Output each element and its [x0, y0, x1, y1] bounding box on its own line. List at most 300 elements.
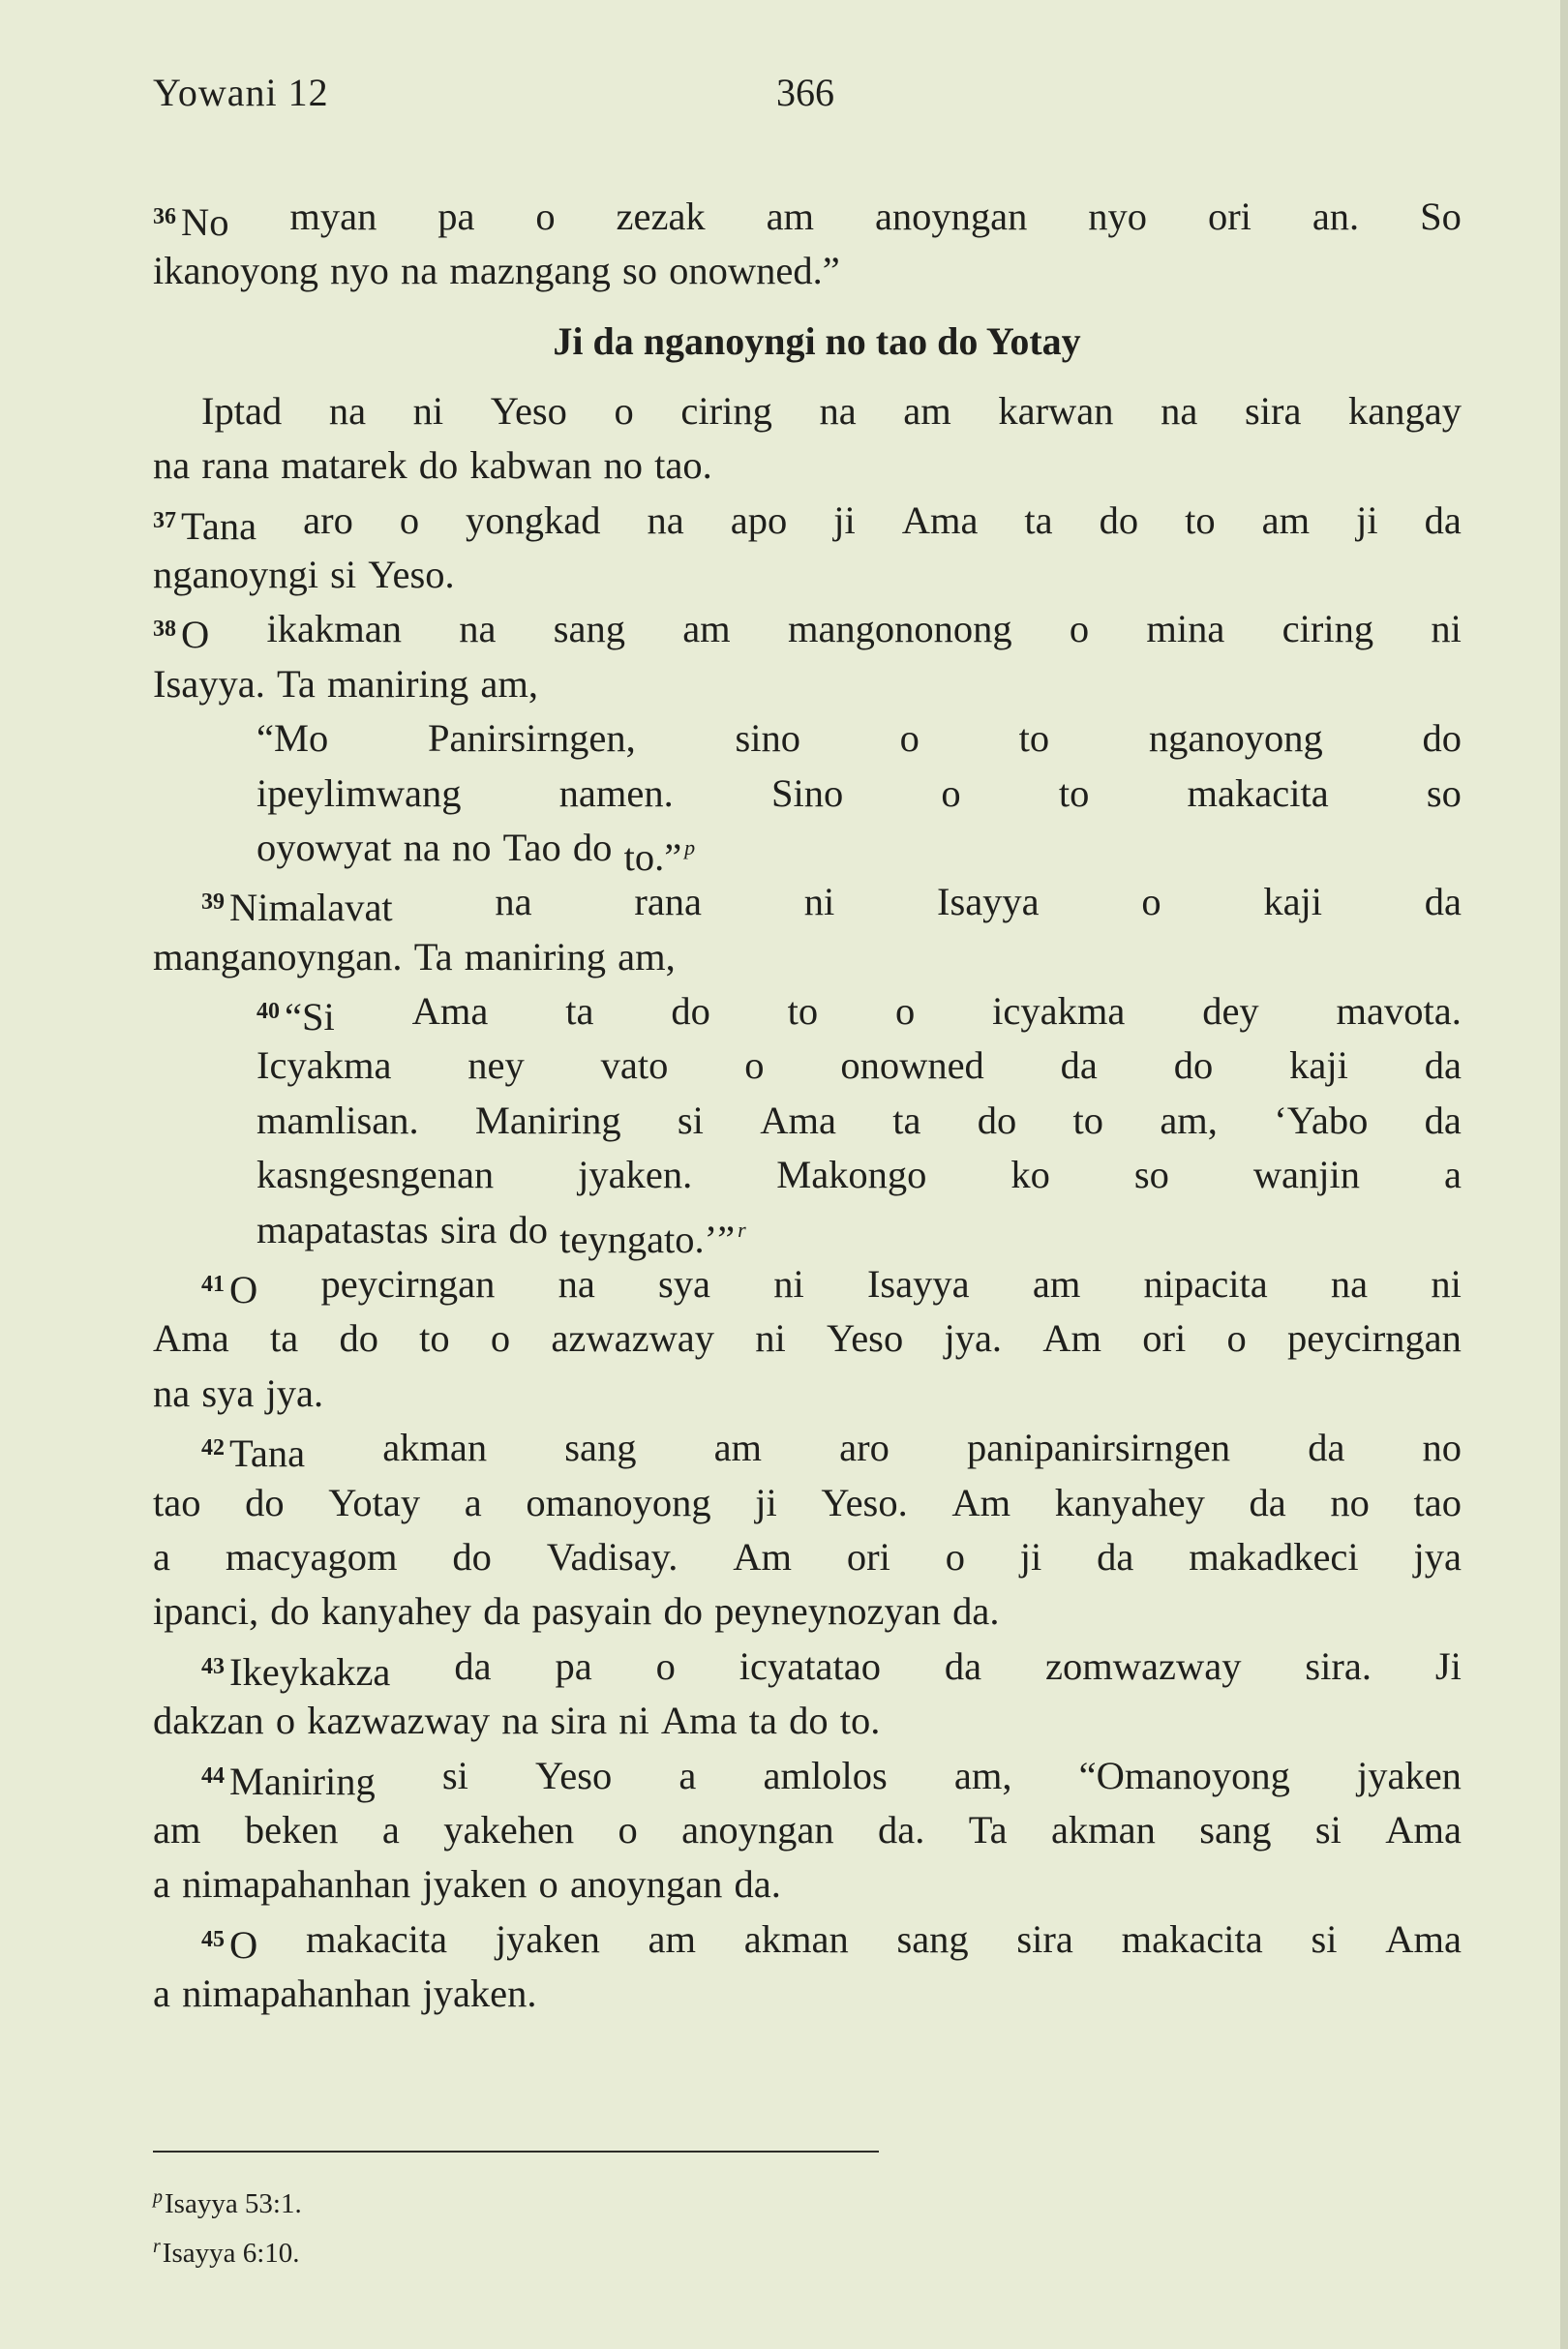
- word: da.: [734, 1862, 781, 1907]
- word: na: [153, 1370, 191, 1415]
- word: o: [899, 716, 920, 761]
- text-line: [153, 711, 1462, 766]
- word: mangononong: [787, 607, 1012, 651]
- word: amlolos: [763, 1753, 888, 1797]
- word: a: [153, 1534, 170, 1579]
- word: na: [501, 1699, 539, 1743]
- word: Ama: [760, 1098, 836, 1142]
- word: do: [572, 825, 613, 869]
- word: ikanoyong: [153, 249, 318, 293]
- word: a: [678, 1753, 697, 1797]
- word: do: [1099, 497, 1139, 542]
- word: ko: [1010, 1153, 1050, 1197]
- word: yakehen: [443, 1807, 575, 1852]
- word: peycirngan: [320, 1262, 496, 1307]
- text-line: [153, 657, 1462, 711]
- word: Yotay: [328, 1480, 421, 1524]
- word: da: [1424, 1098, 1462, 1142]
- verse-number: 37: [153, 507, 176, 533]
- footnote-mark: r: [153, 2236, 161, 2257]
- word: o: [538, 1862, 558, 1907]
- footnote-marker: p: [684, 834, 696, 859]
- text-line: [153, 244, 1462, 298]
- verse-number: 39: [201, 889, 225, 916]
- text-line: [153, 1530, 1462, 1584]
- word: Am: [733, 1534, 793, 1579]
- word: to: [787, 989, 819, 1034]
- word: am: [713, 1426, 763, 1470]
- text-line: [153, 767, 1462, 821]
- verse-number: 44: [201, 1762, 225, 1789]
- word: ipeylimwang: [256, 770, 462, 815]
- word: to: [1058, 770, 1090, 815]
- word: da: [1060, 1043, 1098, 1088]
- word: pa: [437, 195, 475, 238]
- verse-number: 38: [153, 617, 176, 643]
- word: sira: [1016, 1916, 1073, 1961]
- word: a: [153, 1972, 170, 2016]
- word: do: [671, 989, 710, 1034]
- word: nyo: [1088, 195, 1148, 238]
- text-line: [153, 1094, 1462, 1148]
- word: si: [330, 552, 357, 596]
- word: Ama: [1385, 1916, 1462, 1961]
- word: azwazway: [551, 1316, 715, 1361]
- footnote-rule: [153, 2151, 879, 2153]
- word: am,: [480, 661, 538, 706]
- word: icyatatao: [739, 1643, 881, 1688]
- word: jya.: [265, 1370, 324, 1415]
- word: sira: [550, 1699, 608, 1743]
- page-edge: [1560, 0, 1568, 2349]
- word: si: [1314, 1807, 1342, 1852]
- word: makacita: [305, 1916, 448, 1961]
- word: Ama: [153, 1316, 229, 1361]
- verse-number: 43: [201, 1653, 225, 1679]
- word: Maniring: [474, 1098, 621, 1142]
- word: a: [153, 1862, 170, 1907]
- text-line: [153, 1367, 1462, 1421]
- verse-number: 40: [256, 999, 280, 1025]
- word: Ta: [968, 1807, 1008, 1852]
- text-line: [153, 1421, 1462, 1475]
- footnote-text: Isayya 53:1.: [165, 2188, 302, 2219]
- text-line: [153, 1039, 1462, 1093]
- text-line: [153, 384, 1462, 438]
- word: dey: [1202, 989, 1259, 1034]
- text-line: [153, 1257, 1462, 1311]
- word: kazwazway: [307, 1699, 491, 1743]
- word: tao: [153, 1480, 201, 1524]
- word: na: [401, 249, 438, 293]
- word: no: [1330, 1480, 1370, 1524]
- word: am: [1032, 1262, 1081, 1307]
- word: akman: [743, 1916, 849, 1961]
- word: am: [766, 195, 815, 238]
- word: yongkad: [466, 497, 601, 542]
- word: aro: [839, 1426, 890, 1470]
- page-header: [153, 70, 1469, 128]
- word: nganoyong: [1148, 716, 1323, 761]
- word: Isayya: [936, 880, 1040, 924]
- word: akman: [382, 1426, 488, 1470]
- word: do: [1173, 1043, 1214, 1088]
- word: sang: [564, 1426, 637, 1470]
- word: no: [452, 825, 492, 869]
- word: a: [381, 1807, 400, 1852]
- word: ni: [1431, 607, 1462, 651]
- word: apo: [730, 497, 788, 542]
- word: o: [1226, 1316, 1247, 1361]
- word: to: [1018, 716, 1050, 761]
- word: am: [903, 388, 951, 433]
- word: do: [977, 1098, 1017, 1142]
- word: jyaken: [1356, 1753, 1462, 1797]
- word: do: [663, 1589, 703, 1634]
- word: peycirngan: [1286, 1316, 1462, 1361]
- word: Makongo: [776, 1153, 927, 1197]
- word: a: [464, 1480, 482, 1524]
- word: nimapahanhan: [182, 1862, 411, 1907]
- text-line: [153, 984, 1462, 1039]
- word: ji: [833, 497, 856, 542]
- text-line: [153, 1857, 1462, 1912]
- word: namen.: [558, 770, 674, 815]
- word: tao: [1413, 1480, 1462, 1524]
- word: ni: [773, 1262, 804, 1307]
- word: Tao: [502, 825, 561, 869]
- word: beken: [244, 1807, 339, 1852]
- word: sira: [439, 1207, 498, 1251]
- word: ta: [892, 1098, 921, 1142]
- word: ni: [1431, 1262, 1462, 1307]
- word: Vadisay.: [546, 1534, 678, 1579]
- word: Ta: [276, 661, 316, 706]
- word: si: [677, 1098, 704, 1142]
- word: $^{40}$ “Si: [256, 995, 335, 1039]
- word: Iptad: [201, 388, 283, 433]
- word: ciring: [1282, 607, 1374, 651]
- word: jyaken.: [578, 1153, 693, 1197]
- footnote-text: Isayya 6:10.: [162, 2238, 300, 2269]
- word: maniring: [464, 934, 606, 979]
- word: maniring: [327, 661, 469, 706]
- word: o: [275, 1699, 296, 1743]
- word: jyaken: [495, 1916, 600, 1961]
- word: o: [941, 770, 961, 815]
- word: “Omanoyong: [1078, 1753, 1290, 1797]
- word: Ama: [1385, 1807, 1462, 1852]
- word: kabwan: [469, 443, 592, 488]
- word: “Mo: [256, 716, 329, 761]
- word: mina: [1146, 607, 1225, 651]
- word: a: [1444, 1153, 1462, 1197]
- word: na: [459, 607, 497, 651]
- word: sang: [1199, 1807, 1272, 1852]
- word: ta: [748, 1699, 777, 1743]
- word: ni: [755, 1316, 786, 1361]
- word: do: [1422, 716, 1462, 761]
- text-line: [153, 821, 1462, 879]
- word: icyakma: [992, 989, 1126, 1034]
- word: mazngang: [449, 249, 611, 293]
- text-line: [153, 875, 1462, 929]
- word: Am: [951, 1480, 1011, 1524]
- footnote-marker: r: [738, 1217, 746, 1242]
- word: to: [1185, 497, 1216, 542]
- text-line: [153, 494, 1462, 548]
- word: am: [1261, 497, 1311, 542]
- word: ‘Yabo: [1274, 1098, 1369, 1142]
- word: da: [1424, 1043, 1462, 1088]
- running-title: Yowani 12: [153, 71, 329, 114]
- word: jyaken.: [422, 1972, 537, 2016]
- word: do: [339, 1316, 378, 1361]
- word: kasngesngenan: [256, 1153, 495, 1197]
- word: makacita: [1121, 1916, 1263, 1961]
- word: pa: [555, 1643, 592, 1688]
- footnotes: [153, 2176, 302, 2274]
- text-line: [153, 1749, 1462, 1803]
- word: kangay: [1348, 388, 1462, 433]
- word: do: [245, 1480, 285, 1524]
- text-line: [153, 438, 1462, 493]
- word: an.: [1312, 195, 1360, 238]
- word: o: [1141, 880, 1161, 924]
- word: o: [945, 1534, 965, 1579]
- text-line: [153, 190, 1462, 244]
- word: tao.: [654, 443, 712, 488]
- word: da.: [877, 1807, 925, 1852]
- page-body: [153, 190, 1462, 2022]
- word: omanoyong: [526, 1480, 711, 1524]
- text-line: [153, 548, 1462, 602]
- word: Am: [1042, 1316, 1102, 1361]
- word: ori: [846, 1534, 890, 1579]
- verse-number: 36: [153, 204, 176, 229]
- word: sang: [553, 607, 625, 651]
- word: makacita: [1187, 770, 1329, 815]
- word: pasyain: [531, 1589, 652, 1634]
- word: o: [535, 195, 556, 238]
- word: o: [655, 1643, 676, 1688]
- word: no: [603, 443, 644, 488]
- footnote: [153, 2225, 302, 2274]
- text-line: [153, 1148, 1462, 1202]
- word: da: [454, 1643, 492, 1688]
- word: dakzan: [153, 1699, 264, 1743]
- word: mapatastas: [256, 1207, 429, 1251]
- word: so: [1133, 1153, 1169, 1197]
- word: jya: [1413, 1534, 1462, 1579]
- text-line: [153, 1203, 1462, 1261]
- word: da: [1424, 497, 1462, 542]
- word: am: [153, 1807, 201, 1852]
- word: sino: [735, 716, 800, 761]
- word: ni: [412, 388, 444, 433]
- section-heading: Ji da nganoyngi no tao do Yotay: [553, 318, 1081, 363]
- word: $^{38}$ O: [153, 613, 210, 657]
- word: karwan: [998, 388, 1114, 433]
- word: si: [441, 1753, 468, 1797]
- word: so: [1426, 770, 1462, 815]
- word: vato: [600, 1043, 669, 1088]
- word: na: [328, 388, 367, 433]
- word: mavota.: [1336, 989, 1462, 1034]
- word: na: [153, 443, 191, 488]
- word: o: [614, 388, 634, 433]
- word: $^{37}$ Tana: [153, 503, 257, 548]
- word: am,: [618, 934, 676, 979]
- word: ikakman: [266, 607, 402, 651]
- word: jya.: [944, 1316, 1003, 1361]
- word: aro: [303, 497, 353, 542]
- word: jyaken: [422, 1862, 528, 1907]
- word: Yeso.: [821, 1480, 908, 1524]
- word: Ama: [411, 989, 489, 1034]
- word: ney: [467, 1043, 525, 1088]
- word: ta: [269, 1316, 299, 1361]
- word: $^{43}$ Ikeykakza: [201, 1649, 391, 1694]
- word: da: [1424, 880, 1462, 924]
- word: do: [508, 1207, 548, 1251]
- word: ipanci,: [153, 1589, 259, 1634]
- word: matarek: [281, 443, 407, 488]
- word: Panirsirngen,: [427, 716, 636, 761]
- word: $^{36}$ No: [153, 200, 229, 244]
- word: nipacita: [1143, 1262, 1268, 1307]
- word: am,: [953, 1753, 1012, 1797]
- word: zomwazway: [1045, 1643, 1242, 1688]
- word: to: [1072, 1098, 1104, 1142]
- word: no: [1422, 1426, 1462, 1470]
- word: $^{44}$ Maniring: [201, 1759, 376, 1803]
- text-line: [153, 1476, 1462, 1530]
- word: sang: [896, 1916, 969, 1961]
- text-line: [153, 602, 1462, 656]
- verse-number: 41: [201, 1272, 225, 1298]
- word: myan: [289, 195, 377, 238]
- text-line: [153, 930, 1462, 984]
- text-line: [153, 1912, 1462, 1967]
- word: kanyahey: [1054, 1480, 1205, 1524]
- footnote: [153, 2176, 302, 2225]
- word: do: [789, 1699, 829, 1743]
- word: o: [490, 1316, 511, 1361]
- word: am: [648, 1916, 697, 1961]
- word: sira.: [1305, 1643, 1372, 1688]
- word: mamlisan.: [256, 1098, 419, 1142]
- word: Sino: [770, 770, 844, 815]
- word: So: [1420, 195, 1462, 238]
- word: akman: [1050, 1807, 1156, 1852]
- word: da: [483, 1589, 521, 1634]
- word: kaji: [1263, 880, 1323, 924]
- word: da: [944, 1643, 982, 1688]
- word: o: [895, 989, 916, 1034]
- word: nganoyngi: [153, 552, 318, 596]
- word: to.: [839, 1699, 881, 1743]
- word: na: [1161, 388, 1198, 433]
- word: zezak: [616, 195, 706, 238]
- word: na: [819, 388, 857, 433]
- word: na: [1330, 1262, 1369, 1307]
- text-line: [153, 1311, 1462, 1366]
- word: do: [418, 443, 459, 488]
- word: Isayya.: [153, 661, 265, 706]
- word: ni: [803, 880, 835, 924]
- text-line: [153, 1694, 1462, 1748]
- word: ji: [1019, 1534, 1042, 1579]
- word: to: [419, 1316, 450, 1361]
- word: do: [270, 1589, 310, 1634]
- word: $^{39}$ Nimalavat: [201, 886, 393, 930]
- word: onowned: [840, 1043, 984, 1088]
- word: o: [399, 497, 420, 542]
- word: so: [621, 249, 657, 293]
- word: do: [452, 1534, 492, 1579]
- word: to.” $^p$: [623, 834, 696, 879]
- word: da: [1308, 1426, 1345, 1470]
- word: ciring: [680, 388, 772, 433]
- page-number: 366: [776, 71, 834, 114]
- word: oyowyat: [256, 825, 392, 869]
- word: peyneynozyan: [714, 1589, 941, 1634]
- word: ori: [1207, 195, 1251, 238]
- word: nyo: [330, 249, 389, 293]
- word: sira: [1244, 388, 1302, 433]
- word: na: [558, 1262, 595, 1307]
- word: Ta: [413, 934, 453, 979]
- word: teyngato.’” $^r$: [559, 1217, 746, 1261]
- word: Yeso: [535, 1753, 613, 1797]
- word: ori: [1142, 1316, 1187, 1361]
- word: sya: [201, 1370, 255, 1415]
- word: na: [647, 497, 684, 542]
- word: am,: [1160, 1098, 1218, 1142]
- word: o: [1069, 607, 1090, 651]
- word: makadkeci: [1189, 1534, 1359, 1579]
- word: nimapahanhan: [182, 1972, 411, 2016]
- word: da.: [952, 1589, 1000, 1634]
- word: Isayya: [866, 1262, 970, 1307]
- verse-number: 42: [201, 1435, 225, 1461]
- word: anoyngan: [681, 1807, 834, 1852]
- word: da: [1097, 1534, 1134, 1579]
- word: sya: [658, 1262, 711, 1307]
- text-line: [153, 1967, 1462, 2021]
- text-line: [153, 1640, 1462, 1694]
- word: wanjin: [1252, 1153, 1361, 1197]
- word: Ji: [1434, 1643, 1462, 1688]
- word: Icyakma: [256, 1043, 392, 1088]
- word: ta: [1024, 497, 1053, 542]
- word: panipanirsirngen: [966, 1426, 1231, 1470]
- word: Yeso: [827, 1316, 904, 1361]
- word: kanyahey: [320, 1589, 472, 1634]
- word: anoyngan: [874, 195, 1028, 238]
- word: ni: [618, 1699, 649, 1743]
- word: onowned.”: [669, 249, 840, 293]
- word: o: [618, 1807, 638, 1852]
- word: manganoyngan.: [153, 934, 403, 979]
- word: rana: [634, 880, 703, 924]
- word: ji: [755, 1480, 777, 1524]
- word: Ama: [901, 497, 979, 542]
- word: anoyngan: [569, 1862, 723, 1907]
- word: ta: [565, 989, 594, 1034]
- text-line: [153, 1803, 1462, 1857]
